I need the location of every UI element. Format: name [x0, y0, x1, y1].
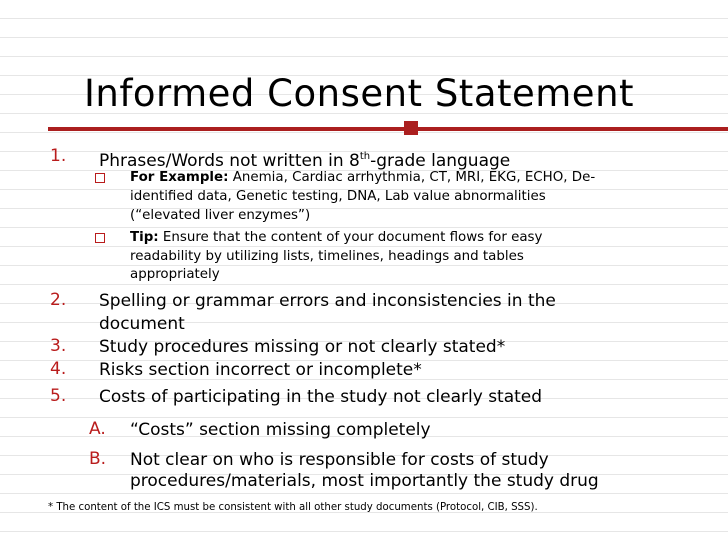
hollow-square-bullet-icon: [95, 233, 105, 243]
item-text: Spelling or grammar errors and inconsistencies in the: [99, 291, 556, 311]
sub-item-line: (“elevated liver enzymes”): [130, 208, 311, 223]
sub-item-text: Not clear on who is responsible for costs of study: [130, 450, 549, 470]
item-text: [99, 146, 510, 172]
item-number: 1.: [50, 146, 67, 166]
item-text: document: [99, 314, 185, 334]
footnote: * The content of the ICS must be consistent with all other study documents (Protocol, CIB, SSS).: [48, 502, 538, 513]
sub-item-label: For Example:: [130, 170, 229, 185]
slide-title: Informed Consent Statement: [84, 72, 635, 115]
sub-item-text: “Costs” section missing completely: [130, 420, 431, 440]
sub-item-line: [130, 230, 542, 246]
sub-item-text: procedures/materials, most importantly the study drug: [130, 471, 599, 491]
sub-item-letter: A.: [89, 419, 106, 439]
item-number: 2.: [50, 290, 67, 310]
item-number: 4.: [50, 359, 67, 379]
sub-item-text: Anemia, Cardiac arrhythmia, CT, MRI, EKG, ECHO, De-: [228, 170, 596, 185]
sub-item-text: Ensure that the content of your document flows for easy: [158, 230, 543, 245]
sub-item-letter: B.: [89, 449, 107, 469]
item-text: Study procedures missing or not clearly stated*: [99, 337, 506, 357]
item-text: Costs of participating in the study not clearly stated: [99, 387, 543, 407]
sub-item-line: readability by utilizing lists, timelines, headings and tables: [130, 249, 524, 264]
hollow-square-bullet-icon: [95, 173, 105, 183]
item-text-part: -grade language: [370, 151, 511, 171]
superscript: th: [359, 151, 371, 162]
item-number: 5.: [50, 386, 67, 406]
title-divider: [48, 127, 728, 131]
item-number: 3.: [50, 336, 67, 356]
sub-item-line: appropriately: [130, 267, 220, 282]
sub-item-line: [130, 170, 595, 186]
item-text-part: Phrases/Words not written in 8: [99, 151, 360, 171]
sub-item-label: Tip:: [130, 230, 159, 245]
title-divider-square: [404, 121, 418, 135]
sub-item-line: identified data, Genetic testing, DNA, Lab value abnormalities: [130, 189, 546, 204]
item-text: Risks section incorrect or incomplete*: [99, 360, 422, 380]
